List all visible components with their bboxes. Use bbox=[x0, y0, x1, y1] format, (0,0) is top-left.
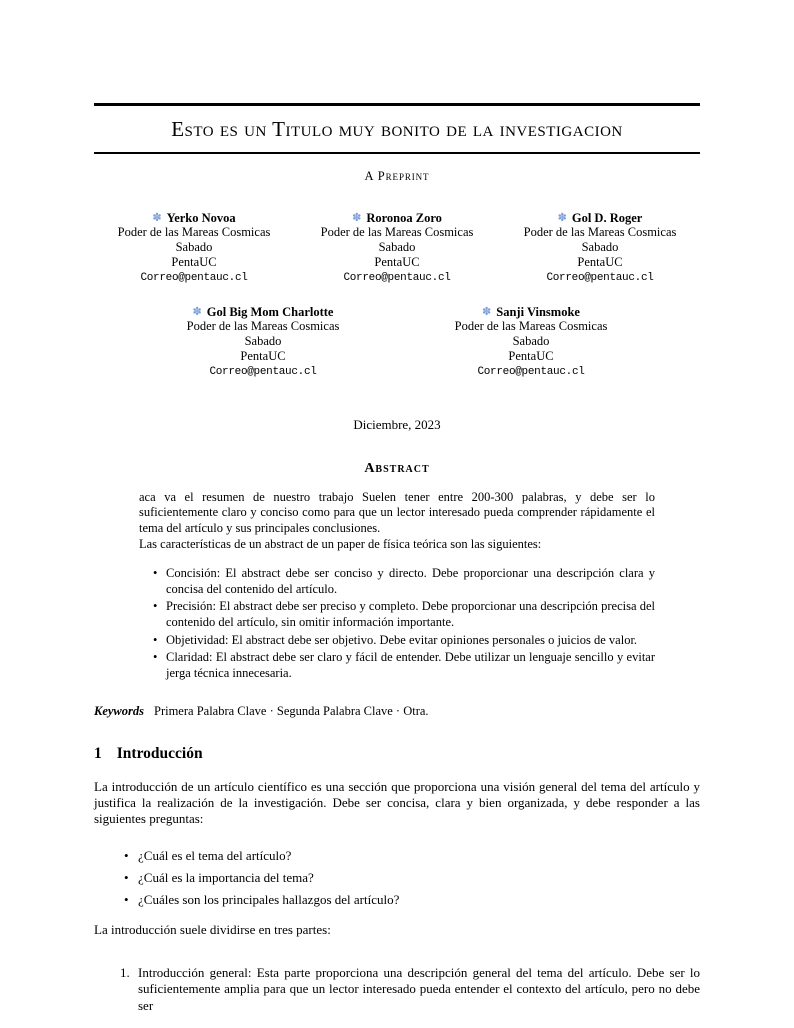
author-email: Correo@pentauc.cl bbox=[343, 271, 451, 284]
author-group: Sabado bbox=[581, 240, 619, 255]
abstract-paragraph-1: aca va el resumen de nuestro trabajo Suelen tener entre 200-300 palabras, y debe ser lo suficientemente claro y conciso como para que un lector interesado pueda comprender rápidamente el tema del artículo y sus principales conclusiones. bbox=[139, 489, 655, 535]
bullet-text: ¿Cuál es el tema del artículo? bbox=[138, 847, 292, 863]
author-name: Gol Big Mom Charlotte bbox=[206, 304, 334, 319]
bullet-marker: • bbox=[153, 650, 158, 665]
author-group: Sabado bbox=[378, 240, 416, 255]
abstract-section bbox=[139, 461, 655, 682]
author-name: Roronoa Zoro bbox=[366, 210, 442, 225]
author-flower-icon: ✽ bbox=[152, 210, 162, 224]
author-name-line bbox=[431, 305, 631, 320]
author-institution: PentaUC bbox=[374, 254, 420, 269]
authors-row-2 bbox=[94, 305, 700, 379]
author-flower-icon: ✽ bbox=[352, 210, 362, 224]
author-flower-icon: ✽ bbox=[557, 210, 567, 224]
numbered-item-text: Introducción general: Esta parte proporciona una descripción general del tema del artículo. Debe ser lo suficientemente amplia para que un lector interesado pueda entender el contexto del artículo, pero no debe ser bbox=[138, 964, 700, 1013]
bullet-text: Precisión: El abstract debe ser preciso y completo. Debe proporcionar una descripción precisa del contenido del artículo, sin omitir información importante. bbox=[166, 599, 655, 629]
introduction-bullet-item bbox=[124, 870, 700, 886]
abstract-bullet-item bbox=[153, 566, 655, 597]
author-institution: PentaUC bbox=[508, 348, 554, 363]
authors-row-1 bbox=[94, 211, 700, 285]
author-name-line bbox=[500, 211, 700, 226]
abstract-paragraph-2: Las características de un abstract de un paper de física teórica son las siguientes: bbox=[139, 536, 542, 551]
author-email: Correo@pentauc.cl bbox=[546, 271, 654, 284]
keywords-label: Keywords bbox=[94, 703, 144, 718]
author-name-line bbox=[94, 211, 294, 226]
keywords-text: Primera Palabra Clave · Segunda Palabra Clave · Otra. bbox=[154, 703, 429, 718]
abstract-bullet-item bbox=[153, 633, 655, 649]
author-affiliation: Poder de las Mareas Cosmicas bbox=[186, 319, 340, 334]
author-affiliation: Poder de las Mareas Cosmicas bbox=[117, 225, 271, 240]
bullet-marker: • bbox=[124, 847, 129, 863]
author-block-3 bbox=[500, 211, 700, 285]
author-institution: PentaUC bbox=[240, 348, 286, 363]
bullet-marker: • bbox=[153, 599, 158, 614]
introduction-paragraph-1: La introducción de un artículo científico es una sección que proporciona una visión general del tema del artículo y justifica la realización de la investigación. Debe ser concisa, clara y bien organizada, y debe responder a las siguientes preguntas: bbox=[94, 778, 700, 827]
bullet-marker: • bbox=[153, 566, 158, 581]
abstract-heading: Abstract bbox=[364, 460, 430, 476]
section-number: 1 bbox=[94, 744, 102, 762]
author-group: Sabado bbox=[244, 334, 282, 349]
author-affiliation: Poder de las Mareas Cosmicas bbox=[454, 319, 608, 334]
author-institution: PentaUC bbox=[171, 254, 217, 269]
author-flower-icon: ✽ bbox=[482, 304, 492, 318]
author-affiliation: Poder de las Mareas Cosmicas bbox=[523, 225, 677, 240]
bullet-text: ¿Cuál es la importancia del tema? bbox=[138, 869, 314, 885]
author-name: Gol D. Roger bbox=[571, 210, 643, 225]
author-name-line bbox=[297, 211, 497, 226]
introduction-bullet-item bbox=[124, 848, 700, 864]
bullet-text: Concisión: El abstract debe ser conciso y directo. Debe proporcionar una descripción clara y concisa del contenido del artículo. bbox=[166, 566, 655, 596]
bullet-text: Claridad: El abstract debe ser claro y fácil de entender. Debe utilizar un lenguaje sencillo y evitar jerga técnica innecesaria. bbox=[166, 650, 655, 680]
author-name: Sanji Vinsmoke bbox=[496, 304, 580, 319]
publication-date: Diciembre, 2023 bbox=[353, 416, 441, 432]
bullet-marker: • bbox=[124, 869, 129, 885]
author-block-2 bbox=[297, 211, 497, 285]
bullet-text: Objetividad: El abstract debe ser objetivo. Debe evitar opiniones personales o juicios de valor. bbox=[166, 632, 638, 647]
numbered-item-marker: 1. bbox=[120, 964, 130, 980]
author-group: Sabado bbox=[512, 334, 550, 349]
keywords-line bbox=[94, 704, 700, 719]
introduction-bullet-list bbox=[94, 848, 700, 909]
introduction-paragraph-2: La introducción suele dividirse en tres partes: bbox=[94, 922, 331, 938]
author-flower-icon: ✽ bbox=[192, 304, 202, 318]
author-email: Correo@pentauc.cl bbox=[209, 365, 317, 378]
abstract-bullet-item bbox=[153, 650, 655, 681]
author-block-5 bbox=[431, 305, 631, 379]
author-institution: PentaUC bbox=[577, 254, 623, 269]
author-block-1 bbox=[94, 211, 294, 285]
author-block-4 bbox=[163, 305, 363, 379]
author-name: Yerko Novoa bbox=[166, 210, 236, 225]
introduction-bullet-item bbox=[124, 892, 700, 908]
numbered-item bbox=[120, 965, 700, 1015]
author-name-line bbox=[163, 305, 363, 320]
introduction-numbered-list bbox=[94, 965, 700, 1015]
author-email: Correo@pentauc.cl bbox=[477, 365, 585, 378]
author-email: Correo@pentauc.cl bbox=[140, 271, 248, 284]
section-heading-introduction bbox=[94, 745, 700, 763]
abstract-bullet-list bbox=[139, 566, 655, 681]
title-rule-bottom bbox=[94, 152, 700, 154]
bullet-marker: • bbox=[153, 632, 158, 647]
bullet-text: ¿Cuáles son los principales hallazgos del artículo? bbox=[138, 892, 400, 908]
author-affiliation: Poder de las Mareas Cosmicas bbox=[320, 225, 474, 240]
section-title: Introducción bbox=[116, 744, 203, 762]
author-group: Sabado bbox=[175, 240, 213, 255]
bullet-marker: • bbox=[124, 892, 129, 908]
preprint-label: A Preprint bbox=[364, 168, 430, 183]
abstract-bullet-item bbox=[153, 599, 655, 630]
paper-title: Esto es un Titulo muy bonito de la investigacion bbox=[171, 117, 623, 141]
